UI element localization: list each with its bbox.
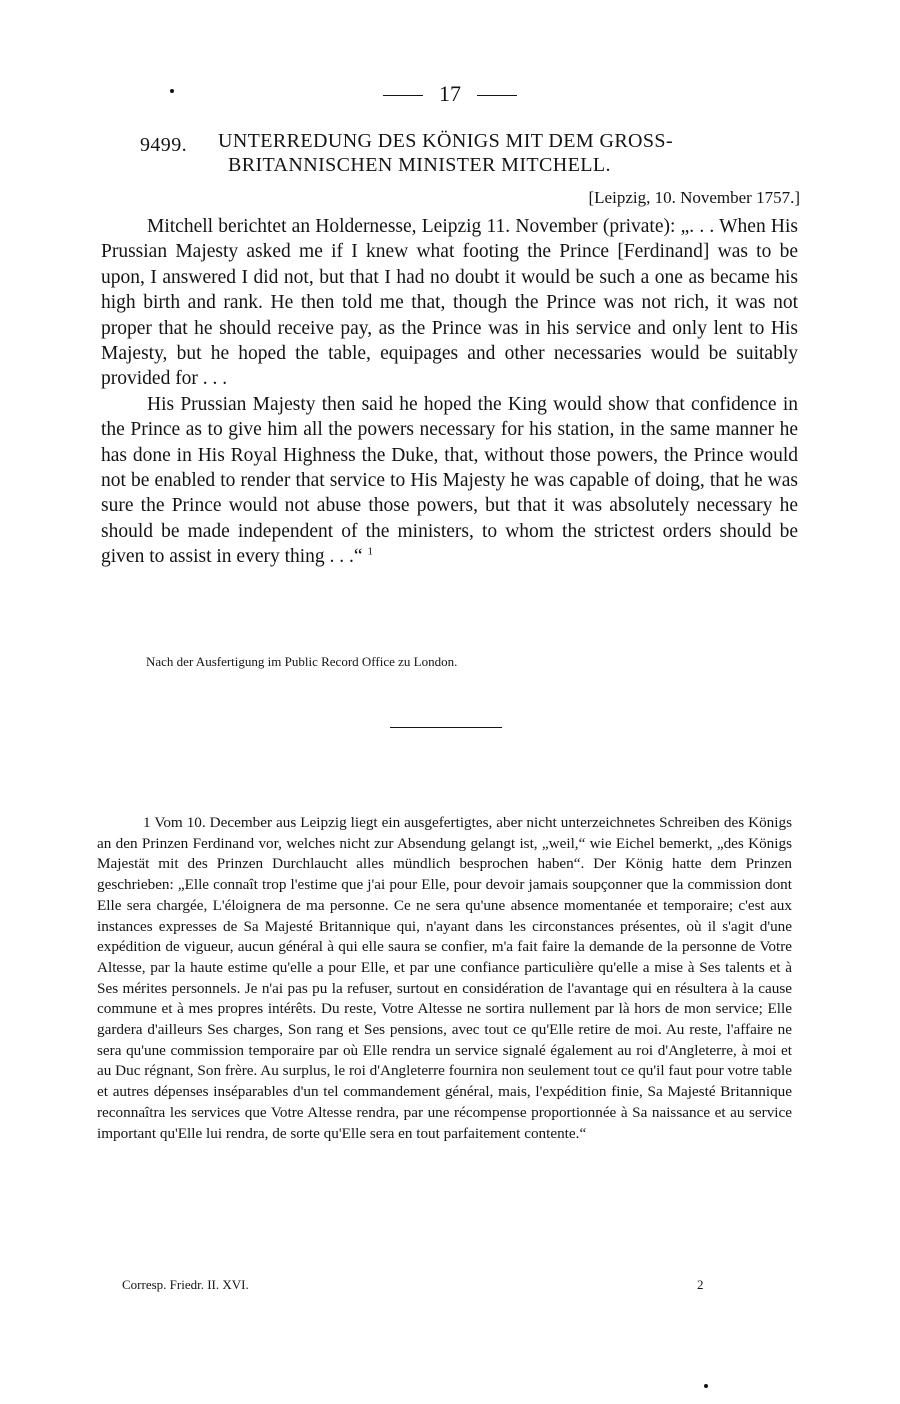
section-divider	[390, 727, 502, 728]
page-number	[0, 80, 900, 108]
sheet-signature: 2	[697, 1277, 704, 1292]
paragraph-2	[101, 392, 798, 570]
heading-line-2: BRITANNISCHEN MINISTER MITCHELL.	[228, 154, 611, 176]
heading-line-1: UNTERREDUNG DES KÖNIGS MIT DEM GROSS-	[218, 130, 674, 152]
right-rule	[477, 95, 517, 96]
dateline: [Leipzig, 10. November 1757.]	[588, 188, 800, 207]
print-speck	[170, 89, 174, 93]
page-number-text: 17	[439, 81, 461, 106]
left-rule	[383, 95, 423, 96]
paragraph-2-text: His Prussian Majesty then said he hoped the King would show that confidence in the Prince as to give him all the powers necessary for his station, in the same manner he has done in His Royal Highness the Duke, that, without those powers, the Prince would not be enabled to render that service to His Majesty he was capable of doing, that he was sure the Prince would not abuse those powers, but that it was absolutely necessary he should be made independent of the ministers, to whom the strictest orders should be given to assist in every thing . . .“	[101, 393, 798, 568]
footnote	[97, 813, 792, 1144]
footnote-reference[interactable]: 1	[367, 545, 373, 558]
print-speck	[704, 1384, 708, 1388]
document-number: 9499.	[140, 134, 187, 156]
signature-line: Corresp. Friedr. II. XVI.	[122, 1277, 249, 1292]
footnote-text: Vom 10. December aus Leipzig liegt ein ausgefertigtes, aber nicht unterzeichnetes Schreiben des Königs an den Prinzen Ferdinand vor, welches nicht zur Absendung gelangt ist, „weil,“ wie Eichel bemerkt, „des Königs Majestät mit des Prinzen Durchlaucht alles mündlich besprochen haben“. Der König hatte dem Prinzen geschrieben: „Elle connaît trop l'estime que j'ai pour Elle, pour devoir jamais soupçonner que la commission dont Elle sera chargée, L'éloignera de ma personne. Ce ne sera qu'une absence momentanée et temporaire; c'est aux instances expresses de Sa Majesté Britannique qui, n'ayant dans les circonstances présentes, où il s'agit d'une expédition de vigueur, aucun général à qui elle saura se confier, m'a fait faire la demande de la personne de Votre Altesse, par la haute estime qu'elle a pour Elle, et par une confiance particulière qu'elle a mise à Ses talents et à Ses mérites personnels. Je n'ai pas pu la refuser, surtout en considération de l'avantage qui en résultera à la cause commune et à mes propres intérêts. Du reste, Votre Altesse ne sortira nullement par là hors de mon service; Elle gardera d'ailleurs Ses charges, Son rang et Ses pensions, avec tout ce qu'Elle retire de moi. Au reste, l'affaire ne sera qu'une commission temporaire par où Elle rendra un service signalé également au roi d'Angleterre, à moi et au Duc régnant, Son frère. Au surplus, le roi d'Angleterre fournira non seulement tout ce qu'il faut pour votre table et autres dépenses inséparables d'un tel commandement général, mais, l'expédition finie, Sa Majesté Britannique reconnaîtra les services que Votre Altesse rendra, par une récompense proportionnée à Sa naissance et au service important qu'Elle lui rendra, de sorte qu'Elle sera en tout parfaitement contente.“	[97, 814, 792, 1142]
source-note: Nach der Ausfertigung im Public Record Office zu London.	[146, 654, 458, 669]
footnote-marker: 1	[143, 814, 151, 831]
paragraph-1: Mitchell berichtet an Holdernesse, Leipzig 11. November (private): „. . . When His Prussian Majesty asked me if I knew what footing the Prince [Ferdinand] was to be upon, I answered I did not, but that I had no doubt it would be such a one as became his high birth and rank. He then told me that, though the Prince was not rich, it was not proper that he should receive pay, as the Prince was in his service and only lent to His Majesty, but he hoped the table, equipages and other necessaries would be suitably provided for . . .	[101, 216, 798, 390]
footnote-paragraph	[97, 813, 792, 1144]
main-text	[101, 214, 798, 570]
